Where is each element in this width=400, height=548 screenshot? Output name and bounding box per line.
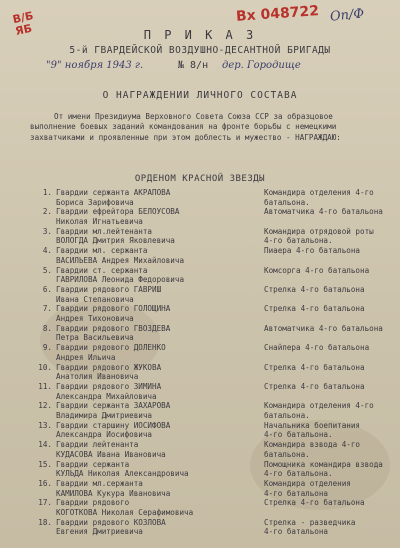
awardee-position-line: 4-го батальона. (264, 236, 333, 246)
awardee-name (56, 304, 266, 323)
awardee-name (56, 266, 266, 285)
awardee-name-line: Евгения Дмитриевича (56, 527, 143, 537)
awardee-number: 4. (42, 246, 52, 256)
awardee-number: 7. (42, 304, 52, 314)
awardee-position (264, 324, 396, 334)
awardee-position-line: 4-го батальона (264, 527, 329, 537)
awardee-position-line: Комсорга 4-го батальона (264, 265, 370, 275)
awardee-number: 9. (42, 343, 52, 353)
awardee-number: 15. (38, 459, 52, 469)
awardee-name-line: Гвардии рядового ГАВРИШ (56, 285, 162, 294)
awardee-number: 6. (42, 285, 52, 294)
awardee-name (56, 246, 266, 265)
awardee-name (56, 382, 266, 401)
awardee-number: 11. (38, 382, 52, 391)
awardee-name-line: Петра Васильевича (56, 333, 134, 343)
awardee-position-line: Стрелка 4-го батальона (264, 304, 365, 314)
awardee-name (56, 460, 266, 479)
awardee-name-line: Александра Иосифовича (56, 430, 153, 440)
awardee-name-line: Гвардии рядового (56, 498, 130, 508)
awardee-position-line: Стрелка - разведчика (264, 517, 356, 527)
awardee-name-line: ГАВРИЛОВА Леонида Федоровича (56, 275, 185, 285)
awardee-name-line: Гвардии старшину ИОСИФОВА (56, 420, 171, 430)
awardee-name-line: Гвардии лейтенанта (56, 440, 139, 450)
awardee-position-line: Стрелка 4-го батальона (264, 498, 365, 508)
awardee-number: 18. (38, 517, 52, 527)
awardee-position (264, 363, 396, 373)
awardee-position-line: Пиаера 4-го батальона (264, 246, 361, 256)
awardee-name (56, 207, 266, 226)
awardee-position (264, 188, 396, 207)
awardee-position-line: Командира отделения 4-го (264, 401, 374, 411)
awardee-position-line: Автоматчика 4-го батальона (264, 323, 383, 333)
award-name: ОРДЕНОМ КРАСНОЙ ЗВЕЗДЫ (134, 174, 266, 184)
awardee-name-line: ВАСИЛЬЕВА Андрея Михайловича (56, 255, 185, 265)
awardee-name-line: Гвардии мл.сержанта (56, 479, 143, 488)
awardee-position-line: Автоматчика 4-го батальона (264, 207, 383, 217)
awardee-position-line: Стрелка 4-го батальона (264, 362, 365, 372)
awardee-position-line: Стрелка 4-го батальона (264, 382, 365, 391)
awardee-position (264, 401, 396, 420)
awardee-name-line: КАМИЛОВА Кукура Ивановича (56, 488, 171, 498)
awardee-position (264, 460, 396, 479)
awardee-position-line: батальона. (264, 449, 310, 459)
awardee-position-line: батальона. (264, 197, 310, 207)
awardee-number: 3. (42, 226, 52, 236)
awardee-name-line: Александра Михайловича (56, 391, 157, 401)
awardee-name (56, 421, 266, 440)
awardee-name-line: Гвардии ст. сержанта (56, 265, 148, 275)
awardee-position-line: 4-го батальона (264, 488, 329, 498)
awardee-position-line: Командира отделения (264, 479, 351, 488)
awardee-position-line: батальона. (264, 410, 310, 420)
awardee-name-line: Гвардии рядового КОЗЛОВА (56, 517, 166, 527)
awardee-position (264, 498, 396, 508)
awardee-position (264, 285, 396, 295)
awardee-number: 8. (42, 323, 52, 333)
awardee-name-line: Гвардии рядового ЖУКОВА (56, 362, 162, 372)
awardee-name (56, 227, 266, 246)
awardee-number: 10. (38, 362, 52, 372)
awardee-name (56, 343, 266, 362)
awardee-position-line: Стрелка 4-го батальона (264, 285, 365, 294)
awardee-name-line: ВОЛОГДА Дмитрия Яковлевича (56, 236, 175, 246)
awardee-name (56, 518, 266, 537)
awardee-position-line: Снайпера 4-го батальона (264, 343, 370, 353)
handwritten-mark: Оп/Ф (329, 6, 365, 25)
awardee-name-line: Анатолия Ивановича (56, 372, 139, 382)
awardee-number: 2. (42, 207, 52, 217)
awardee-position (264, 304, 396, 314)
awardee-name-line: Гвардии мл.лейтенанта (56, 226, 153, 236)
awardee-name-line: Ивана Степановича (56, 294, 134, 304)
awardee-position (264, 207, 396, 217)
awardee-number: 14. (38, 440, 52, 450)
awardee-position (264, 440, 396, 459)
awardee-name (56, 363, 266, 382)
awardee-position (264, 246, 396, 256)
awardee-name-line: Гвардии мл. сержанта (56, 246, 148, 256)
awardee-name-line: КОГОТКОВА Николая Серафимовича (56, 507, 194, 517)
awardee-position (264, 479, 396, 498)
awardee-name-line: Николая Игнатьевича (56, 216, 143, 226)
awardee-position-line: 4-го батальона. (264, 430, 333, 440)
awardee-name-line: Гвардии сержанта АКРАПОВА (56, 188, 171, 197)
awardee-position (264, 343, 396, 353)
awardee-name-line: Гвардии рядового ДОЛЕНКО (56, 343, 166, 353)
order-place-text: дер. Городище (222, 60, 301, 71)
awardee-name-line: Андрея Ильича (56, 352, 116, 362)
order-subject: О НАГРАЖДЕНИИ ЛИЧНОГО СОСТАВА (102, 90, 298, 101)
awardee-position (264, 421, 396, 440)
awardee-name-line: Гвардии сержанта (56, 459, 130, 469)
awardee-name-line: Гвардии сержанта ЗАХАРОВА (56, 401, 171, 411)
awardee-name (56, 440, 266, 459)
order-number: № 8/н (178, 60, 209, 71)
awardee-name-line: Андрея Тихоновича (56, 313, 134, 323)
awardee-number: 13. (38, 420, 52, 430)
order-date (46, 60, 143, 71)
awardee-position-line: Командира отделения 4-го (264, 188, 374, 197)
awardee-position (264, 518, 396, 537)
awardee-name (56, 285, 266, 304)
awardee-number: 12. (38, 401, 52, 411)
awardee-name-line: Гвардии ефрейтора БЕЛОУСОВА (56, 207, 180, 217)
awardee-position-line: 4-го батальона. (264, 469, 333, 479)
awardee-position (264, 382, 396, 392)
awardee-position-line: Командира взвода 4-го (264, 440, 361, 450)
awardee-number: 5. (42, 265, 52, 275)
awardee-name-line: Гвардии рядового ЗИМИНА (56, 382, 162, 391)
awardee-name (56, 401, 266, 420)
awardee-name-line: КУДАСОВА Ивана Ивановича (56, 449, 166, 459)
awardee-name (56, 479, 266, 498)
awardee-position-line: Командира отрядовой роты (264, 226, 374, 236)
document-title: П Р И К А З (143, 28, 257, 42)
awardee-position-line: Помощника командира взвода (264, 459, 383, 469)
awardee-name-line: Гвардии рядового ГОЛОЩИНА (56, 304, 171, 314)
awardee-position (264, 227, 396, 246)
order-place (222, 60, 301, 71)
awardee-name (56, 498, 266, 517)
order-preamble: От имени Президиума Верховного Совета Союза ССР за образцовое выполнение боевых заданий командования на фронте борьбы с немецкими захватчиками и проявленные при этом доблесть и мужество - НАГРАЖДАЮ: (30, 112, 341, 142)
awardee-name-line: Владимира Дмитриевича (56, 410, 153, 420)
awardee-name-line: КУЛЬДА Николая Александровича (56, 469, 189, 479)
awardee-name-line: Бориса Зарифовича (56, 197, 134, 207)
awardee-name (56, 188, 266, 207)
brigade-name: 5-й ГВАРДЕЙСКОЙ ВОЗДУШНО-ДЕСАНТНОЙ БРИГАДЫ (69, 45, 331, 56)
awardee-name (56, 324, 266, 343)
awardee-position (264, 266, 396, 276)
awardee-name-line: Гвардии рядового ГВОЗДЕВА (56, 323, 171, 333)
awardee-number: 17. (38, 498, 52, 508)
awardee-number: 1. (42, 188, 52, 197)
awardee-number: 16. (38, 479, 52, 488)
corner-stamp: В/Б ЯБ (11, 9, 35, 38)
archive-stamp: Вх 048722 (235, 3, 320, 25)
awardee-position-line: Начальника боепитания (264, 420, 361, 430)
order-date-text: "9" ноября 1943 г. (46, 60, 144, 71)
